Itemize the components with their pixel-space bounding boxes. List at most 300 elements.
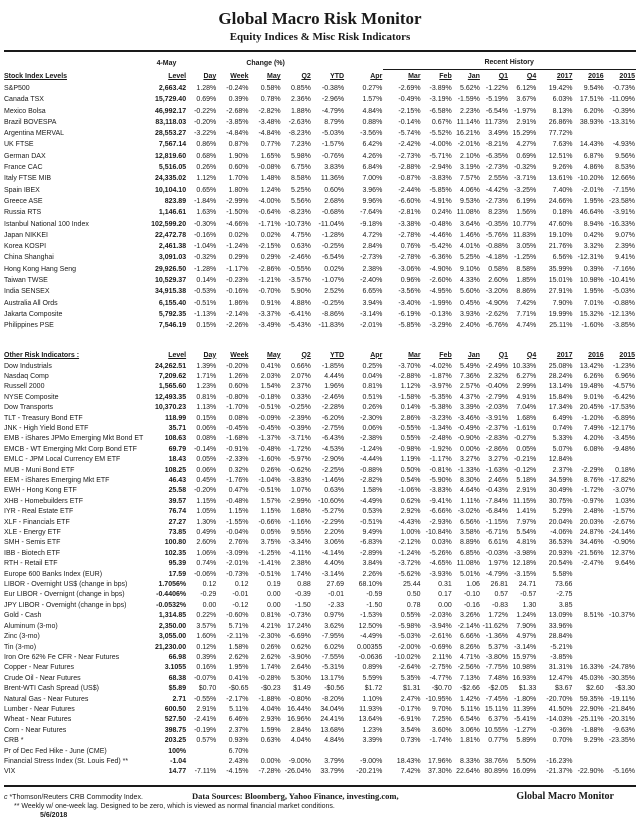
cell: -3.06%	[398, 265, 421, 273]
col-header-jan: Jan	[467, 73, 480, 80]
cell: 10,529.37	[154, 277, 187, 285]
cell: -6.36%	[429, 254, 452, 262]
cell: 12.47%	[548, 674, 573, 682]
cell: 2.10%	[460, 152, 480, 160]
cell: 17.51%	[579, 96, 604, 104]
cell: -2.73%	[398, 152, 421, 160]
cell: 0.39%	[228, 96, 249, 104]
col-header-may: May	[267, 351, 281, 359]
cell: 1,314.85	[158, 612, 187, 620]
cell: 7.48%	[488, 674, 509, 682]
row-label: Philippines PSE	[4, 322, 54, 330]
cell: -1.72%	[581, 487, 604, 495]
cell: -0.22%	[194, 107, 217, 115]
cell: 1.10%	[362, 695, 383, 703]
cell: -5.03%	[398, 633, 421, 641]
cell: -9.18%	[360, 220, 383, 228]
col-header-ytd: YTD	[330, 351, 345, 359]
cell: -12.17%	[608, 424, 635, 432]
cell: -6.60%	[398, 197, 421, 205]
cell: -0.51%	[258, 487, 281, 495]
cell: 5.59%	[362, 674, 383, 682]
cell: 3.94%	[362, 299, 383, 307]
cell: 0.74%	[196, 560, 217, 568]
cell: 24.66%	[548, 197, 573, 205]
cell: 1,146.61	[158, 209, 187, 217]
cell: 823.89	[164, 197, 187, 205]
cell: 8.30%	[460, 477, 480, 484]
cell: -1.71%	[258, 220, 281, 228]
cell: 10.98%	[579, 277, 604, 285]
cell: 4.86%	[583, 164, 604, 172]
cell: $1.31	[403, 685, 421, 693]
cell: 3.85	[558, 601, 573, 609]
cell	[573, 643, 604, 653]
cell: 7.42%	[516, 299, 537, 307]
cell: 0.88	[297, 581, 311, 589]
cell: 20.93%	[548, 549, 573, 557]
cell: -3.49%	[258, 322, 281, 330]
cell: -6.91%	[398, 716, 421, 724]
cell: 19.10%	[548, 231, 573, 239]
cell: 13.64%	[358, 716, 383, 724]
cell: -0.48%	[226, 497, 249, 505]
cell	[605, 632, 636, 642]
cell: 3.06%	[460, 726, 480, 734]
row-label: Natural Gas - Near Futures	[4, 695, 89, 703]
cell: -2.99%	[288, 497, 311, 505]
cell: -6.89%	[612, 414, 635, 422]
col-header-day: Day	[203, 73, 217, 80]
other-risk-rows	[4, 362, 636, 778]
cell: -0.12%	[514, 466, 537, 474]
cell: -5.62%	[398, 570, 421, 578]
cell: 6.56%	[552, 254, 573, 262]
cell: -5.16%	[612, 768, 635, 776]
cell: 203.25	[164, 737, 187, 745]
footer	[4, 791, 636, 819]
cell: 3.32%	[583, 243, 604, 251]
cell: 3.49%	[488, 130, 509, 138]
cell: -2.46%	[288, 254, 311, 262]
col-header-level: Level	[168, 351, 187, 359]
cell: 2.93%	[260, 716, 281, 724]
cell: 0.47%	[228, 487, 249, 495]
row-label: TLT - Treasury Bond ETF	[4, 414, 83, 422]
cell: 5.29%	[552, 508, 573, 516]
cell: 45.03%	[579, 674, 604, 682]
col-header-week: Week	[230, 73, 249, 80]
cell: 14.77	[168, 768, 187, 776]
cell: -1.88%	[258, 695, 281, 703]
cell: 4.33%	[460, 277, 480, 285]
cell: -2.14%	[226, 310, 249, 318]
cell: 15.01%	[548, 277, 573, 285]
table-row	[4, 252, 636, 263]
cell: 20.45%	[579, 404, 604, 412]
cell: 10.77%	[512, 220, 537, 228]
cell: -$3.30	[615, 685, 635, 693]
cell: -0.14%	[398, 118, 421, 126]
cell: 2.40%	[460, 322, 480, 330]
page-title: Global Macro Risk Monitor	[218, 9, 422, 28]
row-label: Eur LIBOR - Overnignt (change in bps)	[4, 591, 125, 599]
cell: 7.04%	[516, 404, 537, 412]
cell: 9.54%	[583, 85, 604, 92]
cell: 20.54%	[548, 560, 573, 568]
cell: 6.87%	[583, 152, 604, 160]
empty-cell	[345, 57, 383, 70]
cell: 5.35%	[400, 674, 421, 682]
cell: 3.06%	[324, 539, 345, 547]
cell: -1.99%	[429, 299, 452, 307]
cell: 2.91%	[196, 705, 217, 713]
cell: -9.00%	[288, 757, 311, 765]
cell: 7.36%	[460, 372, 480, 380]
cell: 15.32%	[579, 310, 604, 318]
cell: -4.46%	[429, 231, 452, 239]
cell: 24.87%	[579, 529, 604, 537]
cell: 1.90%	[228, 152, 249, 160]
row-label: Brent-WTI Cash Spread (US$)	[4, 685, 99, 693]
cell: 0.26%	[196, 164, 217, 172]
cell: 4.04%	[290, 737, 311, 745]
table-row	[4, 434, 636, 444]
cell: -3.83%	[429, 175, 452, 183]
cell: 6.12%	[516, 85, 537, 92]
cell: 0.05%	[196, 456, 217, 464]
cell: -1.60%	[581, 322, 604, 330]
cell: 24,262.51	[154, 362, 187, 370]
cell: 0.00	[267, 601, 281, 609]
cell: 1.11%	[460, 497, 480, 505]
cell: -17.82%	[608, 477, 635, 484]
cell: -1.41%	[258, 560, 281, 568]
cell: 0.55%	[400, 435, 421, 443]
cell: 13.14%	[548, 383, 573, 391]
title-divider	[4, 50, 636, 52]
cell: -6.76%	[485, 322, 509, 330]
cell: -2.42%	[398, 141, 421, 149]
cell: 2.62%	[260, 653, 281, 661]
cell: -7.75%	[485, 664, 509, 672]
cell: 527.50	[164, 716, 187, 724]
cell: 6.65%	[362, 288, 383, 296]
cell: 19.42%	[548, 85, 573, 92]
cell: 0.63%	[324, 487, 345, 495]
cell: 6.26%	[583, 372, 604, 380]
cell	[605, 747, 636, 757]
cell: -6.54%	[485, 107, 509, 115]
col-header-feb: Feb	[439, 73, 452, 80]
cell: -0.25%	[288, 404, 311, 412]
cell: -1.07%	[321, 277, 345, 285]
cell: -1.17%	[429, 456, 452, 464]
cell: -7.11%	[194, 768, 217, 776]
row-label: S&P500	[4, 85, 30, 92]
cell: -0.62%	[288, 466, 311, 474]
cell: -0.88%	[485, 243, 509, 251]
recent-history-group-header: Recent History	[383, 57, 636, 70]
cell: -10.60%	[318, 497, 345, 505]
cell: -3.57%	[288, 277, 311, 285]
cell: $1.49	[293, 685, 311, 693]
cell: $1.72	[364, 685, 383, 693]
cell	[605, 570, 636, 580]
cell: 0.42%	[583, 231, 604, 239]
cell: -1.58%	[398, 393, 421, 401]
cell: -3.83%	[288, 477, 311, 484]
spacer-cell	[4, 332, 636, 349]
cell: 1.54%	[260, 383, 281, 391]
cell: 0.06%	[196, 466, 217, 474]
cell: 1.72%	[488, 612, 509, 620]
cell: $2.60	[586, 685, 604, 693]
cell: -2.61%	[429, 633, 452, 641]
cell: 0.62%	[290, 643, 311, 651]
cell: -0.16	[463, 601, 480, 609]
cell: -0.51%	[194, 299, 217, 307]
cell: -2.69%	[398, 85, 421, 92]
cell: -0.60%	[226, 612, 249, 620]
cell: 2.11%	[432, 653, 452, 661]
cell: -1.46%	[321, 477, 345, 484]
cell: 0.81%	[362, 383, 383, 391]
cell: -2.30%	[258, 633, 281, 641]
cell: -2.73%	[485, 197, 509, 205]
table-row	[4, 747, 636, 757]
cell	[573, 622, 604, 632]
cell: -0.23%	[226, 277, 249, 285]
table-row	[4, 643, 636, 653]
table-row	[4, 275, 636, 286]
cell: 2.91%	[516, 487, 537, 495]
cell: 37.30%	[427, 768, 452, 776]
cell: 0.58%	[260, 85, 281, 92]
cell: 2,663.42	[158, 85, 187, 92]
cell: 0.50	[406, 591, 421, 599]
table-row	[4, 128, 636, 139]
cell	[537, 747, 573, 757]
cell: -2.37%	[485, 424, 509, 432]
cell: 6.42%	[362, 141, 383, 149]
cell: -0.53%	[194, 288, 217, 296]
cell: 3.58%	[460, 529, 480, 537]
cell: -2.41%	[194, 716, 217, 724]
cell: 108.63	[164, 435, 187, 443]
cell: 4.21%	[260, 622, 281, 630]
cell: -1.20%	[581, 414, 604, 422]
table-row	[4, 663, 636, 673]
risk-monitor-table	[4, 57, 636, 778]
cell: 8.76%	[583, 477, 604, 484]
col-header-apr: Apr	[370, 73, 383, 80]
cell: -4.43%	[398, 518, 421, 526]
cell: -4.49%	[360, 633, 383, 641]
cell: 0.45%	[460, 299, 480, 307]
cell: 0.16%	[196, 664, 217, 672]
cell: 1.03%	[615, 497, 635, 505]
cell: 2.23%	[460, 107, 480, 115]
cell: -2.73%	[485, 164, 509, 172]
cell: -1.36%	[485, 633, 509, 641]
cell: 2.32%	[488, 372, 509, 380]
cell: -2.78%	[398, 254, 421, 262]
cell	[573, 570, 604, 580]
cell: 0.58%	[488, 265, 509, 273]
row-label: Gold - Cash	[4, 612, 42, 620]
cell: 2,350.00	[158, 622, 187, 630]
cell: -1.23%	[612, 362, 635, 370]
cell: 1.12%	[196, 175, 217, 183]
cell: -$0.70	[431, 685, 452, 693]
table-row	[4, 653, 636, 663]
cell: 0.08%	[196, 435, 217, 443]
cell: -2.90%	[321, 456, 345, 464]
cell: 0.86%	[196, 141, 217, 149]
row-label: Russell 2000	[4, 383, 45, 391]
cell: -0.01	[232, 591, 249, 599]
cell: -2.29%	[321, 518, 345, 526]
cell: 2.36%	[290, 96, 311, 104]
row-label: Iron Ore 62% Fe CFR - Near Futures	[4, 653, 120, 661]
cell: 0.14%	[400, 404, 421, 412]
col-header-q1: Q1	[498, 73, 509, 80]
cell: 0.25%	[362, 362, 383, 370]
cell: 0.85%	[290, 85, 311, 92]
table-row	[4, 162, 636, 173]
cell: 1.58%	[362, 487, 383, 495]
cell: 0.05%	[516, 445, 537, 453]
cell: -6.84%	[485, 508, 509, 516]
cell: 19.48%	[579, 383, 604, 391]
row-label: Europe 600 Banks Index (EUR)	[4, 570, 103, 578]
cell: 7.00%	[362, 175, 383, 183]
cell: 6.03%	[552, 96, 573, 104]
cell: 0.39%	[196, 653, 217, 661]
row-label: IYR - Real Estate ETF	[4, 508, 74, 516]
cell: -5.03%	[321, 130, 345, 138]
cell: -6.66%	[429, 508, 452, 516]
cell: -2.01%	[457, 141, 480, 149]
cell: 39.57	[168, 497, 187, 505]
cell: 9.01%	[583, 393, 604, 401]
cell: 3.26%	[460, 612, 480, 620]
table-row	[4, 286, 636, 297]
cell: -1.70%	[226, 404, 249, 412]
row-label: UK FTSE	[4, 141, 34, 149]
cell: 33.96%	[548, 622, 573, 630]
cell: -3.98%	[514, 549, 537, 557]
col-header-level: Level	[168, 73, 187, 80]
cell	[249, 747, 281, 757]
cell: -1.15%	[485, 518, 509, 526]
cell: -3.07%	[612, 487, 635, 495]
cell: -1.84%	[194, 197, 217, 205]
cell: -2.26%	[226, 322, 249, 330]
cell: 4.01%	[460, 243, 480, 251]
cell	[422, 747, 453, 757]
cell: -1.17%	[226, 265, 249, 273]
col-header-week: Week	[230, 351, 249, 359]
cell: 73.85	[168, 529, 187, 537]
table-row	[4, 674, 636, 684]
cell: -3.89%	[429, 85, 452, 92]
cell: 11.15%	[513, 497, 537, 505]
cell: 25.44	[403, 581, 421, 589]
cell: 4.06%	[460, 186, 480, 194]
cell: -4.91%	[429, 197, 452, 205]
cell: 17.59	[168, 570, 187, 578]
cell: 0.03%	[431, 539, 452, 547]
cell: 12.37%	[611, 549, 635, 557]
cell: 12,493.35	[154, 393, 187, 401]
cell: 3.62%	[324, 622, 345, 630]
col-header-q4: Q4	[526, 351, 537, 359]
cell: 1.28%	[196, 85, 217, 92]
cell: 0.73%	[400, 737, 421, 745]
cell: 38.93%	[579, 118, 604, 126]
cell: -3.14%	[360, 310, 383, 318]
cell: -2.56%	[457, 664, 480, 672]
cell: 3.57%	[196, 622, 217, 630]
cell	[605, 128, 636, 139]
cell: -4.79%	[485, 570, 509, 578]
cell: 4.27%	[516, 141, 537, 149]
cell: -2.75%	[321, 424, 345, 432]
cell: 0.57	[494, 591, 509, 599]
cell: 11.39%	[513, 705, 537, 713]
cell: -9.41%	[429, 497, 452, 505]
cell: -1.74%	[429, 737, 452, 745]
cell: 9.10%	[460, 265, 480, 273]
cell: 21.76%	[548, 243, 573, 251]
cell: 10.55%	[484, 726, 509, 734]
col-header-q1: Q1	[498, 351, 509, 359]
cell: 102.35	[164, 549, 187, 557]
cell: 6.56%	[460, 518, 480, 526]
cell: 25.08%	[548, 362, 573, 370]
cell: 25.58	[168, 487, 187, 495]
cell: 4.91%	[516, 393, 537, 401]
cell: 8.53%	[615, 164, 635, 172]
cell: -$2.05	[488, 685, 509, 693]
cell: 3.19%	[460, 164, 480, 172]
cell: -0.06%	[194, 570, 217, 578]
cell: 398.75	[164, 726, 187, 734]
cell: -4.11%	[289, 549, 311, 557]
data-sources: Data Sources: Bloomberg, Yahoo Finance, investing.com,	[192, 790, 399, 801]
cell: -3.72%	[398, 560, 421, 568]
cell: 3.27%	[460, 456, 480, 464]
table-row	[4, 445, 636, 455]
cell: 1.74%	[260, 664, 281, 672]
cell	[605, 580, 636, 590]
cell: 2.91%	[516, 118, 537, 126]
cell: 12.50%	[358, 622, 383, 630]
section-label-stock-index-levels: Stock Index Levels	[4, 73, 68, 80]
cell: -7.16%	[612, 265, 635, 273]
cell	[573, 747, 604, 757]
cell: -2.88%	[398, 372, 421, 380]
cell: 4.75%	[290, 231, 311, 239]
row-label: NYSE Composite	[4, 393, 59, 401]
cell: 18.43%	[396, 757, 421, 765]
cell: -2.11%	[226, 633, 249, 641]
cell: -0.20%	[226, 362, 249, 370]
cell: 3,055.00	[158, 633, 187, 641]
cell: -0.98%	[398, 445, 421, 453]
